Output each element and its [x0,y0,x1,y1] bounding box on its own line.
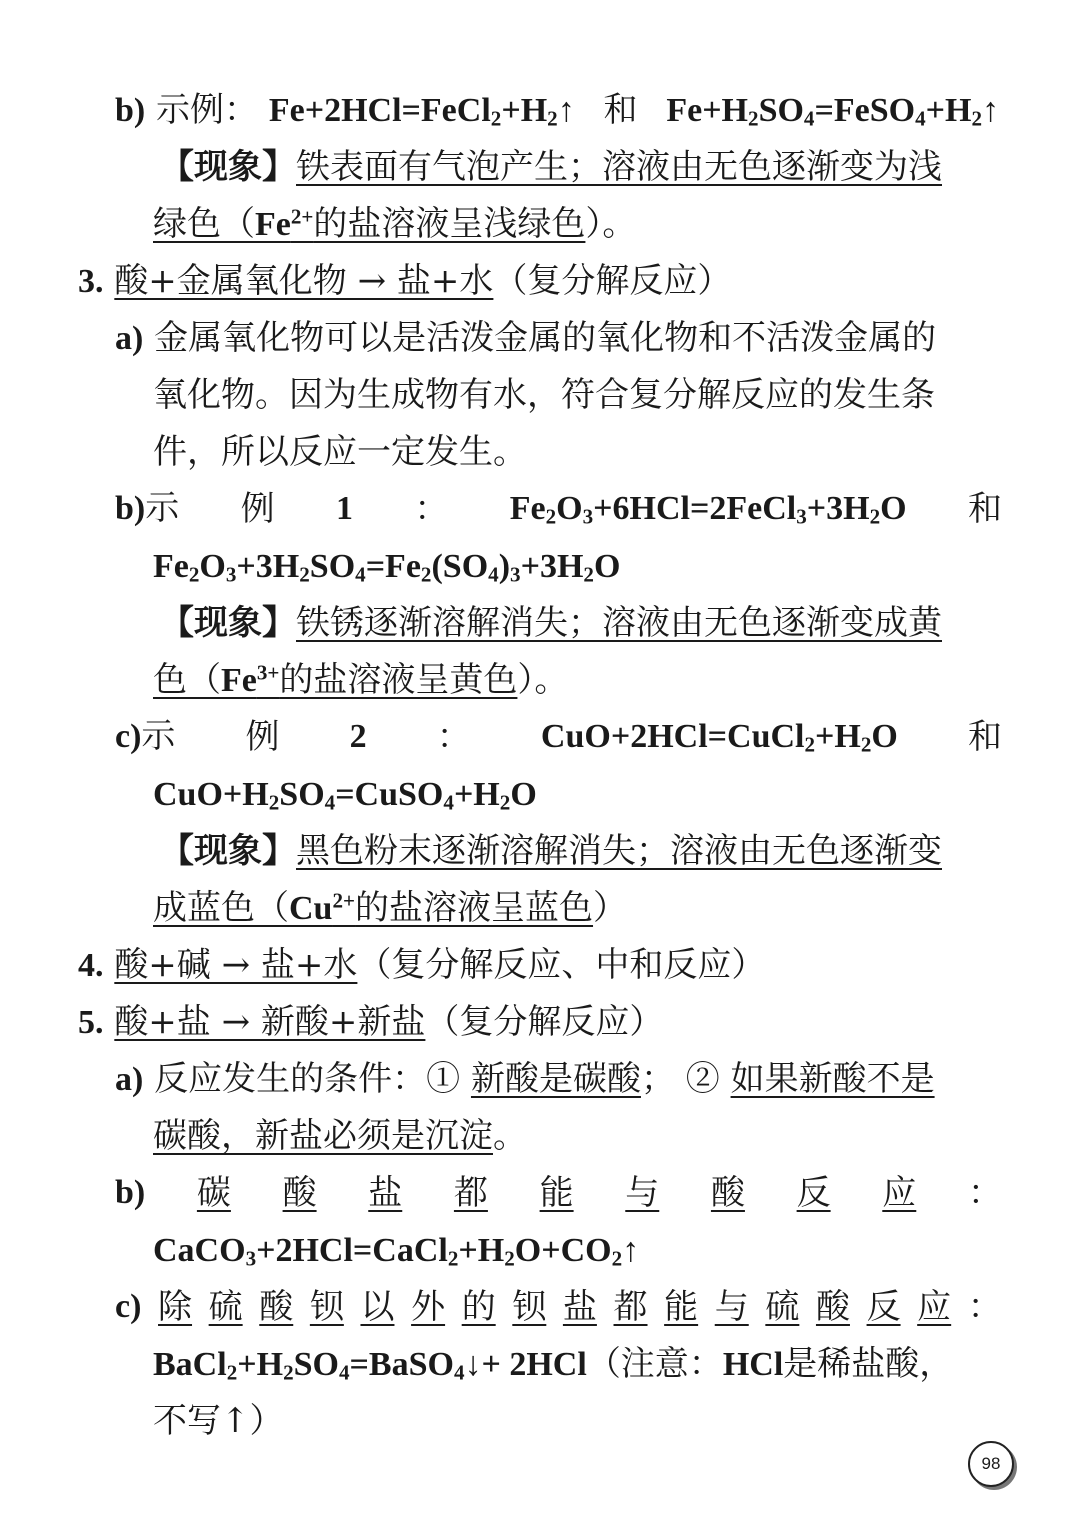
conjunction: 和 [603,90,638,130]
item-b-carbonate: b) 碳 酸 盐 都 能 与 酸 反 应 ： [115,1165,1002,1221]
example-fe-hcl-line [115,82,1080,138]
item-label: c) [115,1288,142,1325]
section-5-heading [78,994,1080,1050]
equation-cuo-hcl: $CuO+2HCl=CuCl_2+H_2O$ [540,718,898,757]
example-prefix: 示例： [156,90,259,130]
phenomenon-tag: 【现象】 [160,833,296,870]
equation-fe2o3-h2so4: $Fe_2O_3+3H_2SO_4=Fe_2(SO_4)_3+3H_2O$ [153,548,621,587]
phenomenon-line [160,139,1080,195]
section-note: （复分解反应、中和反应） [357,945,766,985]
equation-fe-h2so4: $Fe+H_2SO_4=FeSO_4+H_2↑$ [666,92,999,131]
phenomenon-tag: 【现象】 [160,605,296,642]
note-continuation: 不写↑） [153,1401,284,1441]
phenomenon-tag: 【现象】 [160,149,296,186]
section-number: 5. [78,1004,104,1041]
item-a-conditions: a) 反应发生的条件：① 新酸是碳酸； ② 如果新酸不是 [115,1059,935,1099]
phenomenon-text: 铁表面有气泡产生；溶液由无色逐渐变为浅 [296,147,942,187]
phenomenon-continuation: 成蓝色（$Cu^{2+}$的盐溶液呈蓝色） [153,888,628,928]
section-number: 3. [78,263,104,300]
paragraph-line: 件，所以反应一定发生。 [153,432,527,472]
equation-line [153,766,1080,822]
paragraph-line: 氧化物。因为生成物有水，符合复分解反应的发生条 [153,375,935,415]
section-3-heading [78,253,1080,309]
phenomenon-text: 铁锈逐渐溶解消失；溶液由无色逐渐变成黄 [296,603,942,643]
equation-caco3-hcl: $CaCO_3+2HCl=CaCl_2+H_2O+CO_2↑$ [153,1232,640,1271]
section-title: 酸+盐 → 新酸+新盐 [114,1002,426,1042]
section-title: 酸+碱 → 盐+水 [114,945,358,985]
condition-continuation: 碳酸，新盐必须是沉淀。 [153,1116,527,1156]
equation-bacl2-h2so4: $BaCl_2+H_2SO_4=BaSO_4↓+ 2HCl$ [153,1346,587,1385]
page-number-badge [968,1441,1014,1487]
equation-line [153,538,1080,594]
example-1-line: b)示 例 1 ： $Fe_2O_3+6HCl=2FeCl_3+3H_2O$ 和 [115,481,1002,537]
item-c-barium: c) 除 硫 酸 钡 以 外 的 钡 盐 都 能 与 硫 酸 反 应 ： [115,1279,1002,1335]
phenomenon-continuation: 色（$Fe^{3+}$的盐溶液呈黄色）。 [153,660,569,700]
equation-fe-hcl: $Fe+2HCl=FeCl_2+H_2↑$ [268,92,575,131]
item-a-line [115,310,1080,366]
equation-line [153,1222,1080,1278]
item-label: c) [115,718,142,755]
equation-fe2o3-hcl: $Fe_2O_3+6HCl=2FeCl_3+3H_2O$ [509,490,907,529]
item-label: b) [115,92,146,129]
condition-1: 新酸是碳酸 [470,1059,641,1099]
section-4-heading [78,937,1080,993]
condition-2: 如果新酸不是 [730,1059,935,1099]
phenomenon-text-cont: 绿色（$Fe^{2+}$的盐溶液呈浅绿色 [153,204,586,244]
section-title: 酸+金属氧化物 → 盐+水 [114,261,494,301]
section-note: （复分解反应） [425,1002,664,1042]
page-number: 98 [981,1454,1001,1473]
item-label: a) [115,1061,144,1098]
example-2-line: c)示 例 2 ： $CuO+2HCl=CuCl_2+H_2O$ 和 [115,709,1002,765]
item-label: a) [115,320,144,357]
item-label: b) [115,1174,146,1211]
phenomenon-line [160,595,1080,651]
phenomenon-line [160,823,1080,879]
section-note: （复分解反应） [493,261,732,301]
equation-cuo-h2so4: $CuO+H_2SO_4=CuSO_4+H_2O$ [153,776,537,815]
phenomenon-text: 黑色粉末逐渐溶解消失；溶液由无色逐渐变 [296,831,942,871]
phenomenon-continuation: 绿色（$Fe^{2+}$的盐溶液呈浅绿色）。 [153,204,637,244]
section-number: 4. [78,947,104,984]
equation-line: $BaCl_2+H_2SO_4=BaSO_4↓+ 2HCl$（注意：HCl是稀盐酸， [153,1344,954,1385]
paragraph-text: 金属氧化物可以是活泼金属的氧化物和不活泼金属的 [154,318,937,358]
item-label: b) [115,490,146,527]
note-text: （注意： [586,1344,723,1384]
